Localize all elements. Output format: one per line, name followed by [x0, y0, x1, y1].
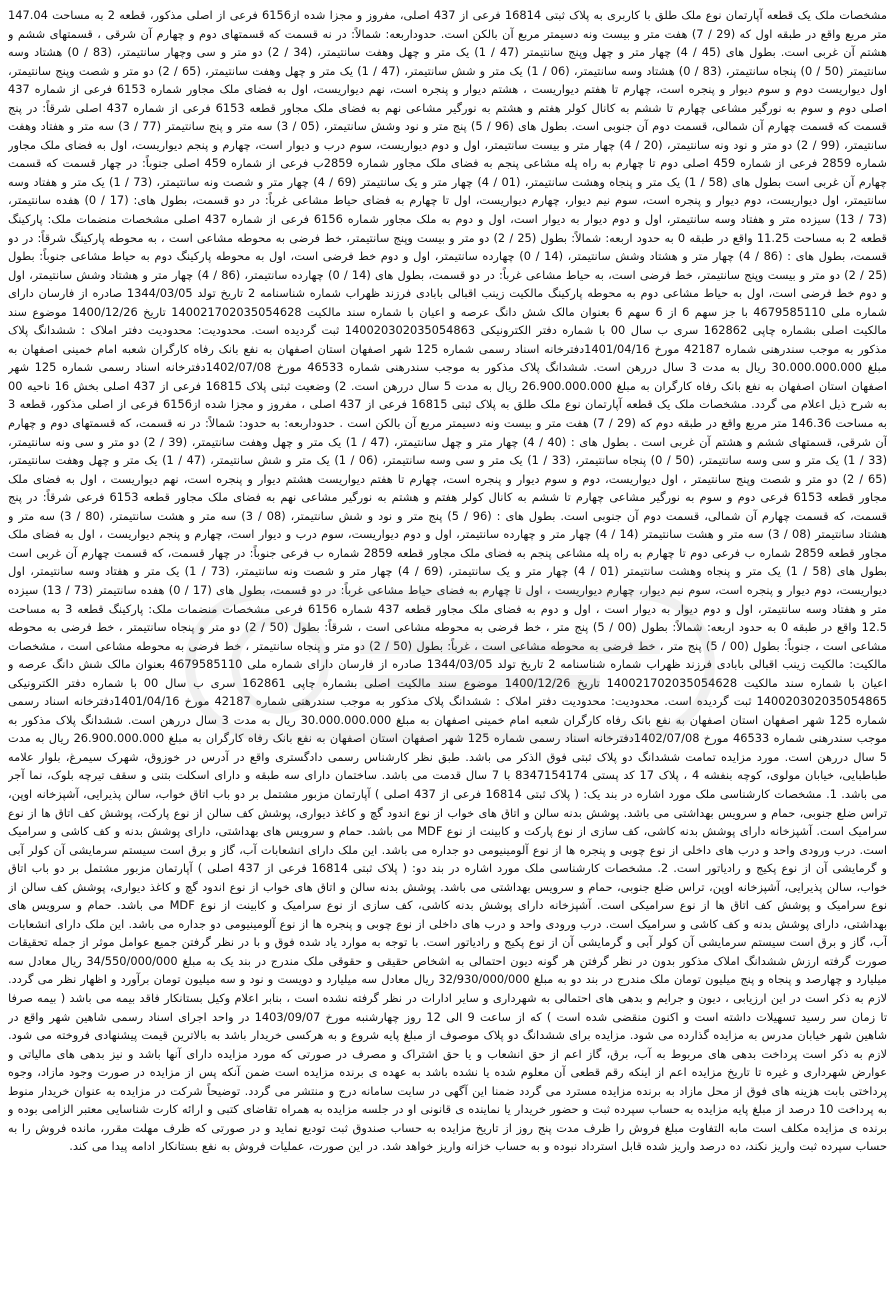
- auction-notice-body: مشخصات ملک یک قطعه آپارتمان نوع ملک طلق با کاربری به پلاک ثبتی 16814 فرعی از 437 اصلی، مفروز و مجزا شده از6156 فرعی از اصلی مذکور، قطعه 2 به مساحت 147.04 متر مربع واقع در طبقه اول که (29 / 7) هفت متر و بیست ونه دسیمتر مربع آن بالکن است. حدوداربعه: شمالاً: در نه قسمت که قسمتهای دوم و چهارم آن شرقی ، قسمتهای ششم و هشتم آن غربی است. بطول های (45 / 4) چهار متر و چهل وپنج سانتیمتر (47 / 1) یک متر و چهل وهفت سانتیمتر، (34 / 2) دو متر و سی وچهار سانتیمتر، (83 / 0) هشتاد وسه سانتیمتر (50 / 0) پنجاه سانتیمتر، (83 / 0) هشتاد وسه سانتیمتر، (06 / 1) یک متر و شش سانتیمتر، (47 / 1) یک متر و چهل وهفت سانتیمتر، (65 / 2) دو متر و شصت وپنج سانتیمتر، اول دیواریست دوم و سوم دیوار و پنجره است، چهارم تا هفتم دیواریست ، هشتم دیوار و پنجره است، نهم دیواریست، اول به فضای ملک مجاور شماره 6153 فرعی از شماره 437 اصلی دوم و سوم به نورگیر مشاعی چهارم تا ششم به کانال کولر هفتم و هشتم به نورگیر مشاعی نهم به فضای ملک مجاور قطعه 6153 فرعی از شماره 437 اصلی شرقاً: در پنج قسمت که قسمت چهارم آن شمالی، قسمت دوم آن جنوبی است. بطول های (96 / 5) پنج متر و نود وشش سانتیمتر، (05 / 3) سه متر و پنج سانتیمتر (77 / 3) سه متر و هفتاد وهفت سانتیمتر، (99 / 2) دو متر و نود ونه سانتیمتر، (20 / 4) چهار متر و بیست سانتیمتر، اول و دوم دیواریست، سوم درب و دیوار است، چهارم و پنجم دیواریست، اول به فضای ملک مجاور شماره 2859 فرعی از شماره 459 اصلی دوم تا چهارم به راه پله مشاعی پنجم به فضای ملک مجاور شماره 2859ب فرعی از شماره 459 اصلی جنوباً: در چهار قسمت که قسمت چهارم آن غربی است بطول های (58 / 1) یک متر و پنجاه وهشت سانتیمتر، (01 / 4) چهار متر و یک سانتیمتر (69 / 4) چهار متر و شصت ونه سانتیمتر، (73 / 1) یک متر و هفتاد وسه سانتیمتر، اول دیواریست، دوم دیوار و پنجره است، سوم نیم دیوار، چهارم دیواریست، اول تا چهارم به فضای حیاط مشاعی غرباً: در دو قسمت، بطول های: (17 / 0) هفده سانتیمتر، (73 / 13) سیزده متر و هفتاد وسه سانتیمتر، اول و دوم دیوار به دیوار است، اول و دوم به ملک مجاور شماره 6156 فرعی از شماره 437 اصلی مشخصات منضمات ملک: پارکینگ قطعه 2 به مساحت 11.25 واقع در طبقه 0 به حدود اربعه: شمالاً: بطول (25 / 2) دو متر و بیست وپنج سانتیمتر، خط فرضی به محوطه مشاعی است ، به محوطه پارکینگ شرقاً: در دو قسمت، بطول های : (86 / 4) چهار متر و هشتاد وشش سانتیمتر، (14 / 0) چهارده سانتیمتر، اول و دوم خط فرضی است، اول به محوطه پارکینگ دوم به حیاط مشاعی جنوباً: بطول (25 / 2) دو متر و بیست وپنج سانتیمتر، خط فرضی است، به حیاط مشاعی غرباً: در دو قسمت، بطول های (14 / 0) چهارده سانتیمتر، (86 / 4) چهار متر و هشتاد وشش سانتیمتر، اول و دوم خط فرضی است، اول به حیاط مشاعی دوم به محوطه پارکینگ مالکیت زینب اقبالی بابادی فرزند ظهراب شماره شناسنامه 2 تاریخ تولد 1344/03/05 صادره از فارسان دارای شماره ملی 4679585110 با جز سهم 6 از 6 سهم 6 بعنوان مالک شش دانگ عرصه و اعیان با شماره سند مالکیت 140021702035054628 تاریخ 1400/12/26 موضوع سند مالکیت اصلی بشماره چاپی 162862 سری ب سال 00 با شماره دفتر الکترونیکی 140020302035054863 ثبت گردیده است. محدودیت: محدودیت دفتر املاک : ششدانگ پلاک مذکور به موجب سندرهنی شماره 42187 مورخ 1401/04/16دفترخانه اسناد رسمی شماره 125 شهر اصفهان استان اصفهان به نفع بانک رفاه کارگران شعبه امام خمینی اصفهان به مبلغ 30.000.000.000 ریال به مدت 3 سال دررهن است. ششدانگ پلاک مذکور به موجب سندرهنی شماره 46533 مورخ 1402/07/08دفترخانه اسناد رسمی شماره 125 شهر اصفهان استان اصفهان به نفع بانک رفاه کارگران به مبلغ 26.900.000.000 ریال به مدت 5 سال دررهن است. 2) وضعیت ثبتی پلاک 16815 فرعی از 437 اصلی بخش 16 ناحیه 00 به شرح ذیل اعلام می گردد. مشخصات ملک یک قطعه آپارتمان نوع ملک طلق به پلاک ثبتی 16815 فرعی از 437 اصلی ، مفروز و مجزا شده از6156 فرعی از اصلی مذکور، قطعه 3 به مساحت 146.36 متر مربع واقع در طبقه دوم که (29 / 7) هفت متر و بیست ونه دسیمتر مربع آن بالکن است . حدوداربعه: به حدود: شمالاً: در نه قسمت، که قسمتهای دوم و چهارم آن شرقی، قسمتهای ششم و هشتم آن غربی است . بطول های : (40 / 4) چهار متر و چهل سانتیمتر، (47 / 1) یک متر و چهل وهفت سانتیمتر، (39 / 2) دو متر و سی ونه سانتیمتر، (33 / 1) یک متر و سی وسه سانتیمتر، (50 / 0) پنجاه سانتیمتر، (33 / 1) یک متر و سی وسه سانتیمتر، (06 / 1) یک متر و شش سانتیمتر، (47 / 1) یک متر و چهل وهفت سانتیمتر، (65 / 2) دو متر و شصت وپنج سانتیمتر ، اول دیواریست، دوم و سوم دیوار و پنجره است، چهارم تا هفتم دیواریست هشتم دیوار و پنجره است، نهم دیواریست ، اول به فضای ملک مجاور قطعه 6153 فرعی دوم و سوم به نورگیر مشاعی چهارم تا ششم به کانال کولر هفتم و هشتم به نورگیر مشاعی نهم به فضای ملک مجاور قطعه 6153 فرعی شرقاً: در پنج قسمت، که قسمت چهارم آن شمالی، قسمت دوم آن جنوبی است. بطول های : (96 / 5) پنج متر و نود و شش سانتیمتر، (08 / 3) سه متر و هشت سانتیمتر، (80 / 3) سه متر و هشتاد سانتیمتر (08 / 3) سه متر و هشت سانتیمتر (14 / 4) چهار متر و چهارده سانتیمتر، اول و دوم دیواریست، سوم درب و دیوار است، چهارم و پنجم دیواریست ، اول به فضای ملک مجاور قطعه 2859 شماره ب فرعی دوم تا چهارم به راه پله مشاعی پنجم به فضای ملک مجاور قطعه 2859 شماره ب فرعی جنوباً: در چهار قسمت، که قسمت چهارم آن غربی است بطول های (58 / 1) یک متر و پنجاه وهشت سانتیمتر (01 / 4) چهار متر و یک سانتیمتر، (69 / 4) چهار متر و شصت ونه سانتیمتر، (73 / 1) یک متر و هفتاد وسه سانتیمتر، اول دیواریست، دوم دیوار و پنجره است، سوم نیم دیوار، چهارم دیواریست ، اول تا چهارم به فضای حیاط مشاعی غرباً: در دو قسمت، بطول های (17 / 0) هفده سانتیمتر (73 / 13) سیزده متر و هفتاد وسه سانتیمتر، اول و دوم دیوار به دیوار است ، اول و دوم به فضای ملک مجاور قطعه 437 شماره 6156 فرعی مشخصات منضمات ملک: پارکینگ قطعه 3 به مساحت 12.5 واقع در طبقه 0 به حدود اربعه: شمالاً: بطول (00 / 5) پنج متر ، خط فرضی به محوطه مشاعی است ، شرقاً: بطول (50 / 2) دو متر و پنجاه سانتیمتر ، خط فرضی به محوطه مشاعی است ، جنوباً: بطول (00 / 5) پنج متر ، خط فرضی به محوطه مشاعی است ، غرباً: بطول (50 / 2) دو متر و پنجاه سانتیمتر ، خط فرضی به محوطه مشاعی است ، مشخصات مالکیت: مالکیت زینب اقبالی بابادی فرزند ظهراب شماره شناسنامه 2 تاریخ تولد 1344/03/05 صادره از فارسان دارای شماره ملی 4679585110 بعنوان مالک شش دانگ عرصه و اعیان با شماره سند مالکیت 140021702035054628 تاریخ 1400/12/26 موضوع سند مالکیت اصلی بشماره چاپی 162861 سری ب سال 00 با شماره دفتر الکترونیکی 140020302035054865 ثبت گردیده است. محدودیت: محدودیت دفتر املاک : ششدانگ پلاک مذکور به موجب سندرهنی شماره 42187 مورخ 1401/04/16دفترخانه اسناد رسمی شماره 125 شهر اصفهان استان اصفهان به نفع بانک رفاه کارگران شعبه امام خمینی اصفهان به مبلغ 30.000.000.000 ریال به مدت 3 سال دررهن است. ششدانگ پلاک مذکور به موجب سندرهنی شماره 46533 مورخ 1402/07/08دفترخانه اسناد رسمی شماره 125 شهر اصفهان استان اصفهان به نفع بانک رفاه کارگران به مبلغ 26.900.000.000 ریال به مدت 5 سال دررهن است. مورد مزایده تمامت ششدانگ دو پلاک ثبتی فوق الذکر می باشد. طبق نظر کارشناس رسمی دادگستری واقع در آدرس در خوزوق، شهرک سیمرغ، بلوار علامه طباطبایی، خیابان مولوی، کوچه بنفشه 4 ، پلاک 17 کد پستی 8347154174 با 7 سال قدمت می باشد. ساختمان دارای سه طبقه و دارای اسکلت بتنی و سقف تیرچه بلوک، نما آجر می باشد. 1. مشخصات کارشناسی ملک مورد اشاره در بند یک: ( پلاک ثبتی 16814 فرعی از 437 اصلی ) آپارتمان مزبور مشتمل بر دو باب اتاق خواب، سالن پذیرایی، آشپزخانه اوپن، تراس ضلع جنوبی، حمام و سرویس بهداشتی می باشد. پوشش بدنه سالن و اتاق های خواب از نوع اندود گچ و کاغذ دیواری، پوشش کف سالن از نوع پارکت، پوشش کف اتاق ها از نوع سرامیک است. آشپزخانه دارای پوشش بدنه کاشی، کف سازی از نوع پارکت و کابینت از نوع MDF می باشد. حمام و سرویس های بهداشتی، دارای پوشش بدنه و کف کاشی و سرامیک است. درب ورودی واحد و درب های داخلی از نوع چوبی و پنجره ها از نوع آلومینیومی دو جداره می باشد. این ملک دارای انشعابات آب، گاز و برق است سیستم سرمایشی آن کولر آبی و گرمایشی آن از نوع پکیج و رادیاتور است. 2. مشخصات کارشناسی ملک مورد اشاره در بند دو: ( پلاک ثبتی 16814 فرعی از 437 اصلی ) آپارتمان مزبور مشتمل بر دو باب اتاق خواب، سالن پذیرایی، آشپزخانه اوپن، تراس ضلع جنوبی، حمام و سرویس بهداشتی می باشد. پوشش بدنه سالن و اتاق های خواب از نوع اندود گچ و کاغذ دیواری، پوشش کف سالن از نوع سرامیک و پوشش کف اتاق ها از نوع سرامیکی است. آشپزخانه دارای پوشش بدنه کاشی، کف سازی از نوع سرامیک و کابینت از نوع MDF می باشد. حمام و سرویس های بهداشتی، دارای پوشش بدنه و کف کاشی و سرامیک است. درب ورودی واحد و درب های داخلی از نوع چوبی و پنجره ها از نوع آلومینیومی دو جداره می باشد. این ملک دارای انشعابات آب، گاز و برق است سیستم سرمایشی آن کولر آبی و گرمایشی آن از نوع پکیج و رادیاتور است. با توجه به موارد یاد شده فوق و با در نظر گرفتن جمیع عوامل موثر از جمله تحقیقات صورت گرفته ارزش ششدانگ املاک مذکور بدون در نظر گرفتن هر گونه دیون احتمالی به اشخاص حقیقی و حقوقی ملک مندرج در بند یک به مبلغ 34/550/000/000 ریال معادل سه میلیارد و چهارصد و پنجاه و پنج میلیون تومان ملک مندرج در بند دو به مبلغ 32/930/000/000 ریال معادل سه میلیارد و دویست و نود و سه میلیون تومان برآورد و اظهار نظر می گردد. لازم به ذکر است در این ارزیابی ، دیون و جرایم و بدهی های احتمالی به شهرداری و سایر ادارات در نظر گرفته نشده است ، بنابر اعلام وکیل بستانکار فاقد بیمه می باشد ( بیمه صرفا تا زمان سر رسید تسهیلات داشته است و اکنون منقضی شده است ) که از ساعت 9 الی 12 روز چهارشنبه مورخ 1403/09/07 در واحد اجرای اسناد رسمی شاهین شهر واقع در شاهین شهر خیابان مدرس به مزایده گذارده می شود. مزایده برای ششدانگ دو پلاک موصوف از مبلغ پایه شروع و به هرکسی خریدار باشد به بالاترین قیمت پیشنهادی فروخته می شود. لازم به ذکر است پرداخت بدهی های مربوط به آب، برق، گاز اعم از حق انشعاب و یا حق اشتراک و مصرف در صورتی که مورد مزایده دارای آنها باشد و نیز بدهی های مالیاتی و عوارض شهرداری و غیره تا تاریخ مزایده اعم از اینکه رقم قطعی آن معلوم شده یا نشده باشد به عهده ی برنده مزایده است ضمن آنکه پس از مزایده در صورت وجود مازاد، وجوه پرداختی بابت هزینه های فوق از محل مازاد به برنده مزایده مسترد می گردد ضمنا این آگهی در سایت سامانه درج و منتشر می گردد. توضیحاً شرکت در مزایده به عنوان خریدار منوط به پرداخت 10 درصد از مبلغ پایه مزایده به حساب سپرده ثبت و حضور خریدار یا نماینده ی قانونی او در جلسه مزایده به همراه تقاضای کتبی و ارائه کارت شناسایی معتبر الزامی بوده و برنده ی مزایده مکلف است مابه التفاوت مبلغ فروش را ظرف مدت پنج روز از تاریخ مزایده به حساب صندوق ثبت تودیع نماید و در صورتی که ظرف مهلت مقرر، مانده فروش را به حساب سپرده ثبت واریز نکند، ده درصد واریز شده قابل استرداد نبوده و به حساب خزانه واریز خواهد شد. در این صورت، عملیات فروش به نفع بستانکار ادامه پیدا می کند.: [8, 8, 887, 1154]
